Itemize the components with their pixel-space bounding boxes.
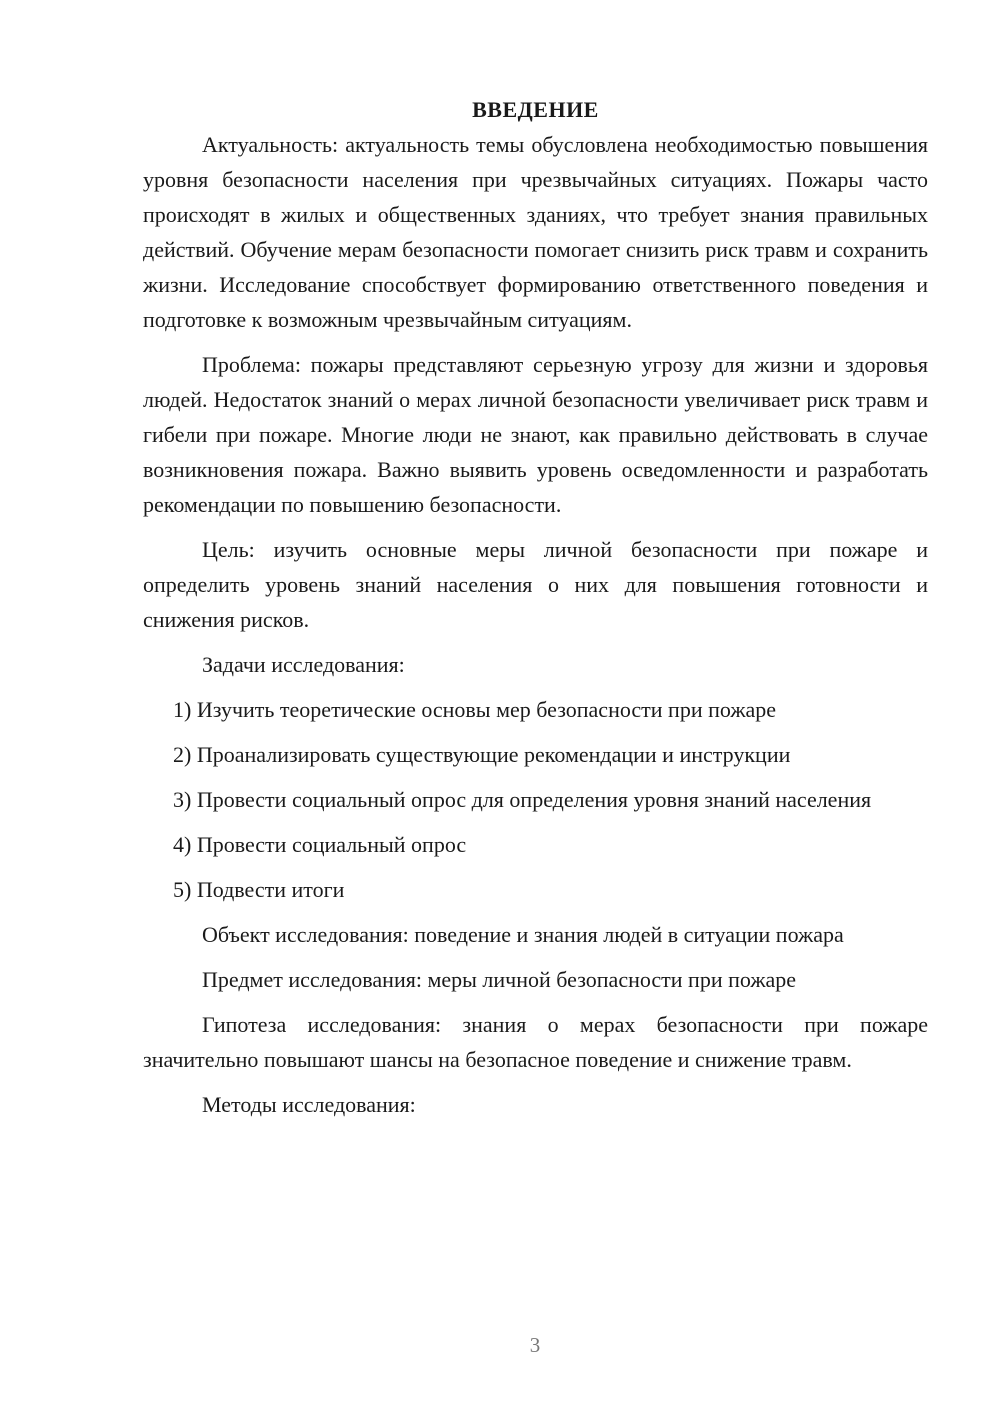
paragraph-goal: Цель: изучить основные меры личной безопасности при пожаре и определить уровень знаний населения о них для повышения готовности и снижения рисков. [143, 537, 928, 632]
task-item: 4) Провести социальный опрос [173, 832, 467, 857]
paragraph-methods: Методы исследования: [202, 1092, 416, 1117]
task-item: 3) Провести социальный опрос для определения уровня знаний населения [173, 787, 872, 812]
page-number: 3 [529, 1333, 541, 1357]
paragraph-relevance: Актуальность: актуальность темы обусловлена необходимостью повышения уровня безопасности населения при чрезвычайных ситуациях. Пожары часто происходят в жилых и общественных зданиях, что требует знания правильных действий. Обучение мерам безопасности помогает снизить риск травм и сохранить жизни. Исследование способствует формированию ответственного поведения и подготовке к возможным чрезвычайным ситуациям. [143, 132, 928, 332]
paragraph-object: Объект исследования: поведение и знания людей в ситуации пожара [202, 922, 844, 947]
document-title: ВВЕДЕНИЕ [472, 97, 599, 122]
paragraph-problem: Проблема: пожары представляют серьезную угрозу для жизни и здоровья людей. Недостаток знаний о мерах личной безопасности увеличивает риск травм и гибели при пожаре. Многие люди не знают, как правильно действовать в случае возникновения пожара. Важно выявить уровень осведомленности и разработать рекомендации по повышению безопасности. [143, 352, 928, 517]
task-item: 2) Проанализировать существующие рекомендации и инструкции [173, 742, 791, 767]
document-page [143, 92, 928, 1132]
task-item: 1) Изучить теоретические основы мер безопасности при пожаре [173, 697, 777, 722]
paragraph-subject: Предмет исследования: меры личной безопасности при пожаре [202, 967, 797, 992]
task-item: 5) Подвести итоги [173, 877, 345, 902]
paragraph-hypothesis: Гипотеза исследования: знания о мерах безопасности при пожаре значительно повышают шансы на безопасное поведение и снижение травм. [143, 1012, 928, 1072]
paragraph-tasks-heading: Задачи исследования: [202, 652, 405, 677]
